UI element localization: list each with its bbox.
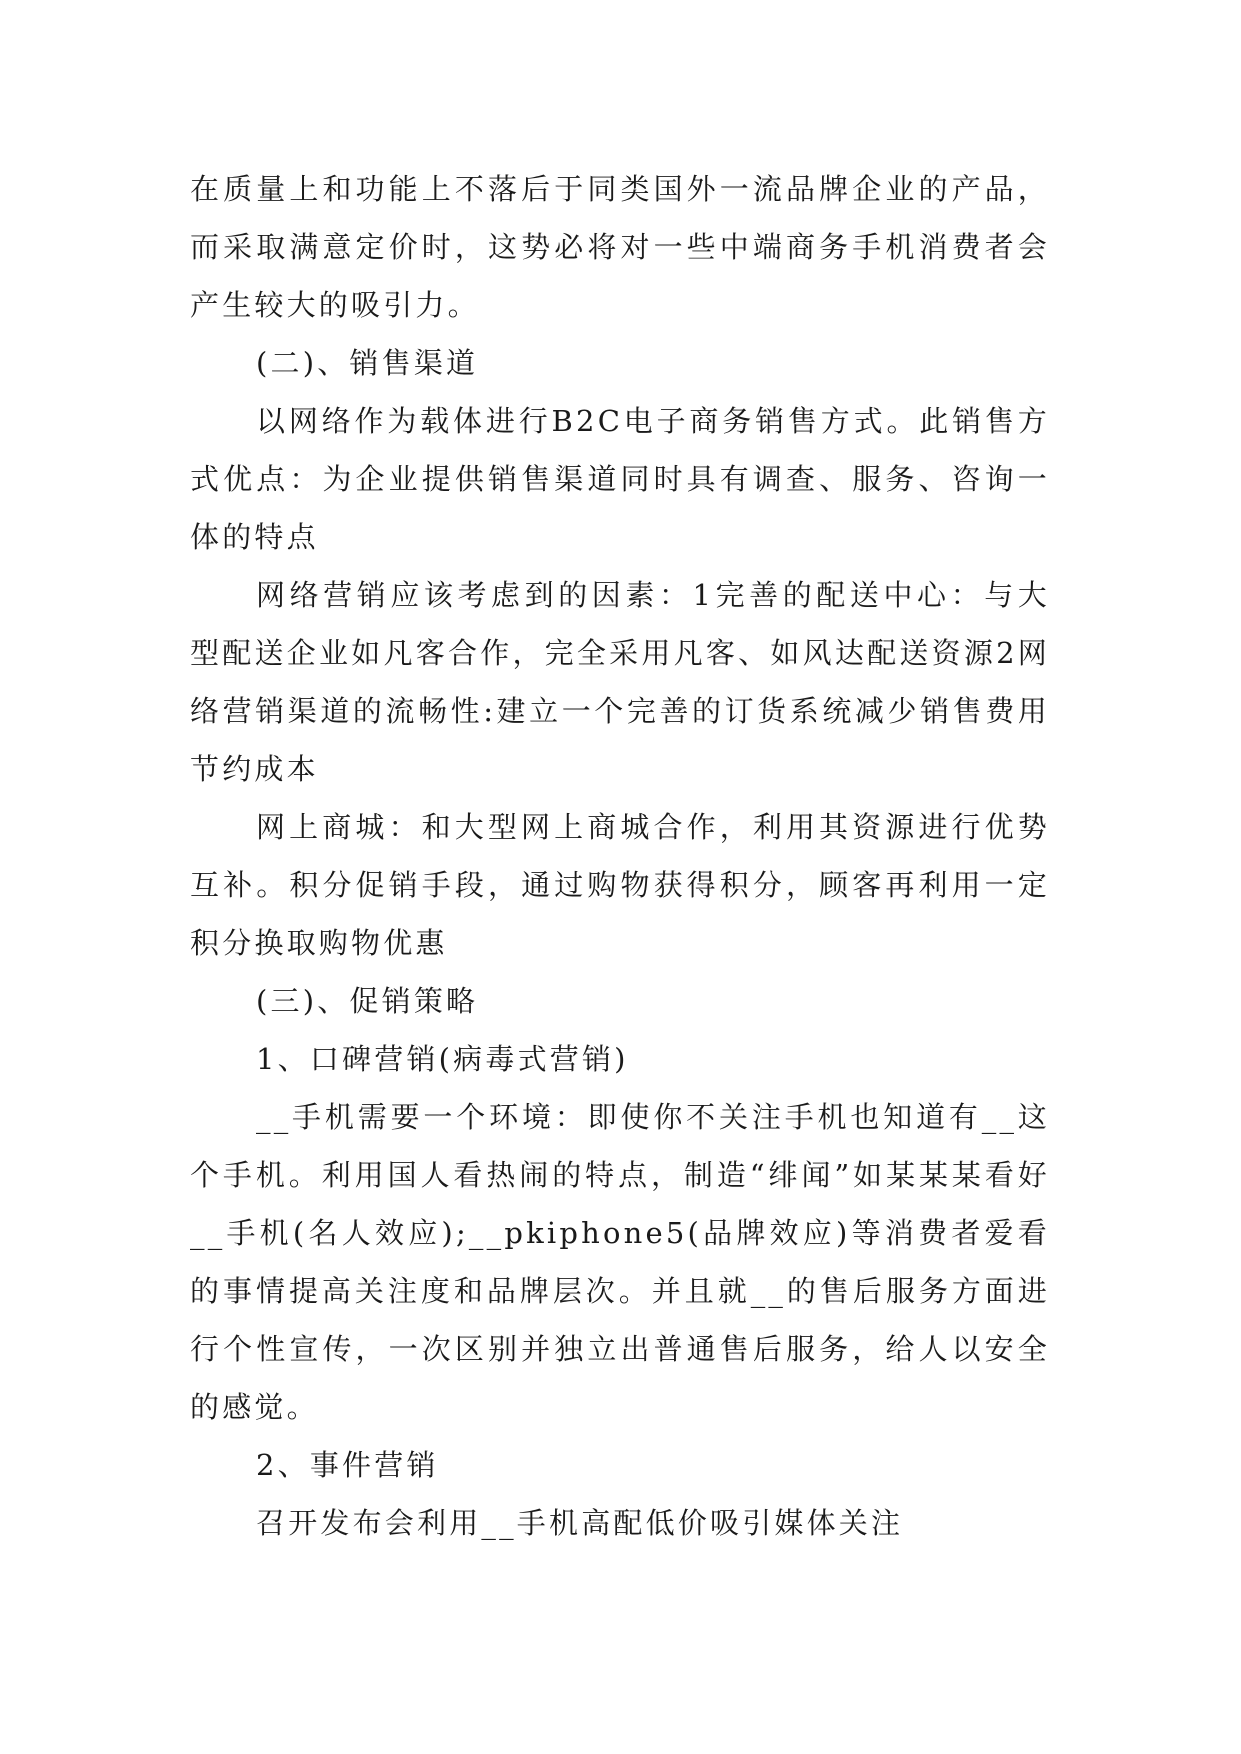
- heading-word-of-mouth: 1、口碑营销(病毒式营销): [256, 1042, 629, 1076]
- paragraph-launch-event: 召开发布会利用__手机高配低价吸引媒体关注: [256, 1506, 904, 1540]
- heading-promotion-strategy: (三)、促销策略: [256, 984, 479, 1018]
- paragraph-b2c-sales: 以网络作为载体进行B2C电子商务销售方式。此销售方式优点：为企业提供销售渠道同时具有调查、服务、咨询一体的特点: [190, 404, 1050, 554]
- paragraph-pricing-attraction: 在质量上和功能上不落后于同类国外一流品牌企业的产品，而采取满意定价时，这势必将对一些中端商务手机消费者会产生较大的吸引力。: [190, 172, 1050, 322]
- document-body: [190, 160, 1050, 1552]
- paragraph-word-of-mouth: __手机需要一个环境：即使你不关注手机也知道有__这个手机。利用国人看热闹的特点，制造“绯闻”如某某某看好__手机(名人效应);__pkiphone5(品牌效应)等消费者爱看的事情提高关注度和品牌层次。并且就__的售后服务方面进行个性宣传，一次区别并独立出普通售后服务，给人以安全的感觉。: [190, 1100, 1050, 1424]
- paragraph-online-mall: 网上商城：和大型网上商城合作，利用其资源进行优势互补。积分促销手段，通过购物获得积分，顾客再利用一定积分换取购物优惠: [190, 810, 1050, 960]
- heading-sales-channel: (二)、销售渠道: [256, 346, 479, 380]
- heading-event-marketing: 2、事件营销: [256, 1448, 439, 1482]
- paragraph-online-marketing-factors: 网络营销应该考虑到的因素：1完善的配送中心：与大型配送企业如凡客合作，完全采用凡客、如风达配送资源2网络营销渠道的流畅性:建立一个完善的订货系统减少销售费用节约成本: [190, 578, 1050, 786]
